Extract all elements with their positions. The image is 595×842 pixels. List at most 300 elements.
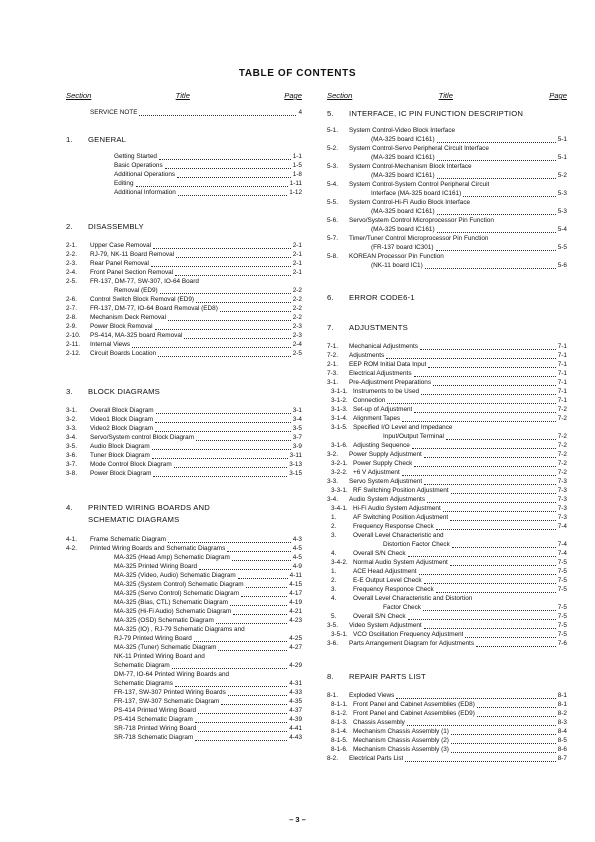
entry-title: MA-325 (IO) , RJ-79 Schematic Diagrams and (114, 626, 245, 633)
toc-entry[interactable] (327, 235, 567, 244)
entry-number: 2-1. (66, 242, 78, 249)
entry-number: 8-1. (327, 692, 339, 699)
entry-number: 3-1-5. (331, 424, 348, 431)
page-title: TABLE OF CONTENTS (238, 68, 357, 79)
entry-title: System Control-Mechanism Block Interface (349, 163, 472, 170)
toc-entry[interactable] (66, 296, 302, 305)
section-heading[interactable] (66, 135, 302, 145)
section-heading[interactable] (66, 515, 302, 525)
dot-leader (158, 350, 291, 357)
entry-number: 2. (66, 222, 73, 231)
entry-number (66, 662, 114, 671)
toc-entry[interactable] (327, 199, 567, 208)
entry-number (66, 626, 114, 635)
entry-title: GENERAL (88, 135, 127, 144)
toc-entry[interactable] (327, 127, 567, 136)
entry-title: NK-11 Printed Wiring Board and (114, 653, 205, 660)
toc-entry[interactable] (327, 145, 567, 154)
entry-number (66, 581, 114, 590)
entry-title: Overall S/N Check (353, 550, 406, 557)
dot-leader (132, 341, 291, 348)
toc-entry[interactable] (66, 581, 302, 590)
entry-number (66, 716, 114, 725)
entry-title: Additional Information (114, 189, 176, 196)
entry-number: 2-6. (66, 296, 78, 303)
dot-leader (152, 443, 291, 450)
entry-title: Basic Operations (114, 162, 163, 169)
entry-page: 7-2 (557, 406, 567, 413)
dot-leader (178, 189, 287, 196)
toc-entry[interactable] (66, 470, 302, 479)
toc-entry[interactable] (66, 189, 302, 198)
toc-entry[interactable] (66, 314, 302, 323)
entry-page: 4-25 (289, 635, 302, 642)
dot-leader (246, 581, 288, 588)
dot-leader (153, 470, 287, 477)
entry-title: Front Panel and Cabinet Assemblies (ED8) (353, 701, 475, 708)
toc-entry[interactable] (66, 725, 302, 734)
section-heading[interactable] (327, 672, 567, 682)
toc-entry[interactable] (327, 613, 567, 622)
entry-number: 5-6. (327, 217, 339, 224)
entry-number (66, 171, 114, 180)
toc-entry[interactable] (327, 433, 567, 442)
entry-title: MA-325 (Servo Control) Schematic Diagram (114, 590, 240, 597)
toc-entry[interactable] (66, 608, 302, 617)
entry-page: 4-37 (289, 707, 302, 714)
entry-title: Control Switch Block Removal (ED9) (90, 296, 195, 303)
entry-number: 3-6. (327, 640, 339, 647)
entry-title: Servo/System control Block Diagram (90, 434, 195, 441)
toc-entry[interactable] (66, 716, 302, 725)
entry-page: 2-5 (292, 350, 302, 357)
toc-entry[interactable] (327, 181, 567, 190)
entry-title: FR-137, SW-307 Printed Wiring Boards (114, 689, 226, 696)
toc-entry[interactable] (327, 469, 567, 478)
toc-entry[interactable] (66, 590, 302, 599)
dot-leader (195, 734, 287, 741)
toc-entry[interactable] (66, 563, 302, 572)
toc-entry[interactable] (66, 662, 302, 671)
dot-leader (437, 154, 556, 161)
entry-page: 7-2 (557, 433, 567, 440)
toc-entry[interactable] (327, 244, 567, 253)
dot-leader (433, 379, 556, 386)
toc-entry[interactable] (66, 671, 302, 680)
entry-title: VCO Oscillation Frequency Adjustment (353, 631, 464, 638)
entry-title: PRINTED WIRING BOARDS AND (88, 503, 211, 512)
toc-entry[interactable] (327, 217, 567, 226)
toc-entry[interactable] (327, 728, 567, 737)
section-heading[interactable] (66, 503, 302, 513)
entry-title: ERROR CODE (349, 293, 404, 302)
toc-entry[interactable] (327, 523, 567, 532)
toc-entry[interactable] (327, 415, 567, 424)
toc-entry[interactable] (66, 162, 302, 171)
toc-entry[interactable] (66, 242, 302, 251)
entry-number (327, 262, 371, 271)
toc-entry[interactable] (327, 595, 567, 604)
entry-page: 5-3 (557, 190, 567, 197)
dot-leader (424, 622, 556, 629)
toc-entry[interactable] (327, 710, 567, 719)
entry-title: MA-325 Printed Wiring Board (114, 563, 198, 570)
toc-entry[interactable] (327, 692, 567, 701)
entry-number: 3-1-3. (331, 406, 348, 413)
toc-left-column (66, 91, 302, 741)
toc-entry[interactable] (327, 388, 567, 397)
entry-number: 4-1. (66, 536, 78, 543)
toc-entry[interactable] (66, 644, 302, 653)
entry-page: 4-11 (289, 572, 302, 579)
toc-entry[interactable] (327, 424, 567, 433)
entry-title: PS-414 Printed Wiring Board (114, 707, 197, 714)
toc-entry[interactable] (66, 443, 302, 452)
entry-title: KOREAN Processor Pin Function (349, 253, 444, 260)
dot-leader (450, 559, 556, 566)
entry-number (66, 707, 114, 716)
toc-entry[interactable] (66, 536, 302, 545)
entry-number (66, 653, 114, 662)
toc-entry[interactable] (66, 416, 302, 425)
toc-entry[interactable] (327, 487, 567, 496)
entry-number: 3-1-2. (331, 397, 348, 404)
entry-title: Circuit Boards Location (90, 350, 157, 357)
entry-page: 4-33 (289, 689, 302, 696)
entry-title: Additional Operations (114, 171, 176, 178)
entry-page: 7-5 (557, 604, 567, 611)
toc-entry[interactable] (327, 352, 567, 361)
toc-entry[interactable] (327, 379, 567, 388)
entry-number: 2-11. (66, 341, 81, 348)
entry-number: 3-3. (66, 425, 78, 432)
entry-title: RF Switching Position Adjustment (353, 487, 449, 494)
toc-entry[interactable] (327, 514, 567, 523)
toc-entry[interactable] (66, 251, 302, 260)
toc-entry[interactable] (66, 269, 302, 278)
section-heading[interactable] (327, 323, 567, 333)
dot-leader (175, 269, 291, 276)
toc-entry[interactable] (66, 599, 302, 608)
entry-title: Mechanism Deck Removal (90, 314, 167, 321)
entry-title: Internal Views (90, 341, 131, 348)
entry-page: 4-21 (289, 608, 302, 615)
entry-number: 2-10. (66, 332, 81, 339)
toc-entry[interactable] (66, 461, 302, 470)
page-header: Page (549, 91, 567, 100)
entry-title: Electrical Adjustments (349, 370, 412, 377)
toc-entry[interactable] (327, 253, 567, 262)
entry-title: Hi-Fi Audio System Adjustment (353, 505, 441, 512)
dot-leader (437, 136, 556, 143)
entry-title: Mechanical Adjustments (349, 343, 418, 350)
entry-number: 3-2-1. (331, 460, 348, 467)
dot-leader (436, 586, 556, 593)
entry-title: Power Supply Adjustment (349, 451, 422, 458)
entry-title: MA-325 (Bias, CTL) Schematic Diagram (114, 599, 228, 606)
entry-number: 2-4. (66, 269, 78, 276)
toc-entry[interactable] (327, 755, 567, 764)
entry-number (66, 180, 114, 189)
dot-leader (174, 461, 288, 468)
entry-page: 8-3 (557, 719, 567, 726)
dot-leader (451, 487, 556, 494)
toc-entry[interactable] (66, 680, 302, 689)
column-headers (66, 91, 302, 100)
entry-number (327, 226, 371, 235)
toc-entry[interactable] (327, 172, 567, 181)
toc-entry[interactable] (66, 626, 302, 635)
entry-title: DM-77, IO-64 Printed Wiring Boards and (114, 671, 230, 678)
entry-number: 7. (327, 323, 334, 332)
dot-leader (159, 153, 291, 160)
dot-leader (139, 109, 296, 116)
toc-entry[interactable] (66, 635, 302, 644)
entry-title: Adjustments (349, 352, 385, 359)
toc-entry[interactable] (66, 332, 302, 341)
toc-entry[interactable] (66, 305, 302, 314)
toc-entry[interactable] (327, 631, 567, 640)
toc-entry[interactable] (66, 545, 302, 554)
entry-page: 5-6 (557, 262, 567, 269)
section-heading[interactable] (66, 222, 302, 232)
toc-entry[interactable] (327, 505, 567, 514)
dot-leader (172, 662, 287, 669)
entry-page: 7-5 (557, 622, 567, 629)
entry-page: 2-2 (292, 305, 302, 312)
entry-number (66, 680, 114, 689)
entry-title: Exploded Views (349, 692, 395, 699)
entry-title: Video2 Block Diagram (90, 425, 154, 432)
toc-entry[interactable] (66, 434, 302, 443)
entry-title: MA-325 (OSD) Schematic Diagram (114, 617, 214, 624)
toc-entry[interactable] (66, 707, 302, 716)
entry-number: 5-2. (327, 145, 339, 152)
entry-title: Rear Panel Removal (90, 260, 149, 267)
entry-title: Normal Audio System Adjustment (353, 559, 448, 566)
toc-entry[interactable] (327, 397, 567, 406)
entry-number: 3-1. (327, 379, 339, 386)
toc-entry[interactable] (327, 586, 567, 595)
toc-entry[interactable] (327, 343, 567, 352)
toc-entry[interactable] (66, 554, 302, 563)
toc-entry[interactable] (327, 541, 567, 550)
entry-title: RJ-79 Printed Wiring Board (114, 635, 192, 642)
dot-leader (423, 604, 556, 611)
entry-title: Overall Block Diagram (90, 407, 154, 414)
entry-number: 5-7. (327, 235, 339, 242)
dot-leader (424, 577, 556, 584)
dot-leader (414, 460, 555, 467)
dot-leader (230, 599, 287, 606)
toc-entry[interactable] (327, 622, 567, 631)
entry-number: 8-1-4. (331, 728, 348, 735)
entry-page: 8-6 (557, 746, 567, 753)
dot-leader (465, 631, 555, 638)
entry-number (327, 208, 371, 217)
entry-number: 7-2. (327, 352, 339, 359)
entry-title: Audio System Adjustments (349, 496, 426, 503)
entry-page: 4 (298, 109, 302, 116)
entry-page: 2-3 (292, 323, 302, 330)
entry-page: 7-3 (557, 505, 567, 512)
entry-number: 4. (66, 503, 73, 512)
entry-page: 7-1 (557, 397, 567, 404)
toc-entry[interactable] (327, 262, 567, 271)
toc-entry[interactable] (327, 568, 567, 577)
entry-page: 7-3 (557, 496, 567, 503)
toc-entry[interactable] (66, 287, 302, 296)
toc-entry[interactable] (327, 406, 567, 415)
toc-entry[interactable] (66, 425, 302, 434)
entry-title: Instruments to be Used (353, 388, 420, 395)
toc-entry[interactable] (327, 532, 567, 541)
toc-entry[interactable] (66, 653, 302, 662)
toc-entry[interactable] (327, 478, 567, 487)
entry-page: 3-13 (289, 461, 302, 468)
toc-entry[interactable] (327, 451, 567, 460)
entry-title: Power Supply Check (353, 460, 413, 467)
entry-number (327, 541, 383, 550)
toc-entry[interactable] (327, 370, 567, 379)
dot-leader (165, 162, 291, 169)
toc-entry[interactable] (327, 460, 567, 469)
entry-title: Interface (MA-325 board IC161) (371, 190, 462, 197)
section-header: Section (66, 91, 92, 100)
toc-entry[interactable] (66, 698, 302, 707)
section-heading[interactable] (327, 109, 567, 119)
entry-number: 3-5-1. (331, 631, 348, 638)
dot-leader (408, 613, 556, 620)
toc-entry[interactable] (327, 577, 567, 586)
entry-page: 5-3 (557, 208, 567, 215)
toc-entry[interactable] (327, 719, 567, 728)
toc-entry[interactable] (327, 737, 567, 746)
section-heading[interactable] (327, 293, 567, 303)
toc-entry[interactable] (327, 163, 567, 172)
entry-number: 1. (66, 135, 73, 144)
toc-entry[interactable] (66, 572, 302, 581)
entry-number: 1. (331, 568, 337, 575)
entry-page: 7-1 (557, 370, 567, 377)
toc-entry[interactable] (327, 442, 567, 451)
entry-page: 4-19 (289, 599, 302, 606)
entry-title: Overall S/N Check (353, 613, 406, 620)
toc-entry[interactable] (66, 734, 302, 743)
toc-entry[interactable] (327, 559, 567, 568)
section-heading[interactable] (66, 387, 302, 397)
toc-entry[interactable] (66, 452, 302, 461)
dot-leader (419, 568, 556, 575)
toc-entry[interactable] (66, 323, 302, 332)
entry-title: Schematic Diagrams (114, 680, 173, 687)
entry-page: 5-1 (557, 154, 567, 161)
toc-entry[interactable] (327, 154, 567, 163)
dot-leader (196, 296, 291, 303)
toc-entry[interactable] (327, 550, 567, 559)
toc-entry[interactable] (66, 153, 302, 162)
toc-entry[interactable] (327, 226, 567, 235)
entry-number: 3-1-1. (331, 388, 348, 395)
toc-entry[interactable] (327, 136, 567, 145)
toc-entry[interactable] (66, 260, 302, 269)
dot-leader (476, 640, 556, 647)
entry-title: Overall Level Characteristic and (353, 532, 444, 539)
dot-leader (152, 452, 288, 459)
toc-entry[interactable] (66, 180, 302, 189)
entry-title: Power Block Removal (90, 323, 153, 330)
entry-page: 2-4 (292, 341, 302, 348)
entry-number (66, 189, 114, 198)
entry-page: 3-4 (292, 416, 302, 423)
entry-title: MA-325 (System Control) Schematic Diagram (114, 581, 244, 588)
toc-entry[interactable] (327, 208, 567, 217)
entry-page: 2-1 (292, 269, 302, 276)
entry-title: SR-718 Schematic Diagram (114, 734, 194, 741)
dot-leader (155, 416, 291, 423)
page-header: Page (284, 91, 302, 100)
entry-title: SERVICE NOTE (90, 109, 138, 116)
entry-number: 6. (327, 293, 334, 302)
entry-number (66, 563, 114, 572)
entry-page: 7-2 (557, 451, 567, 458)
title-header: Title (175, 91, 190, 100)
dot-leader (199, 563, 291, 570)
entry-number (66, 617, 114, 626)
toc-entry[interactable] (327, 640, 567, 649)
entry-page: 4-3 (292, 536, 302, 543)
toc-entry[interactable] (66, 689, 302, 698)
entry-number: 3. (66, 387, 73, 396)
entry-number: 3-4-2. (331, 559, 348, 566)
entry-number: 7-1. (327, 343, 339, 350)
toc-entry[interactable] (327, 701, 567, 710)
entry-page: 7-5 (557, 559, 567, 566)
toc-entry[interactable] (327, 496, 567, 505)
toc-entry[interactable] (66, 171, 302, 180)
toc-entry[interactable] (66, 278, 302, 287)
entry-title: E-E Output Level Check (353, 577, 422, 584)
entry-page: 7-4 (557, 550, 567, 557)
entry-page: 8-1 (557, 701, 567, 708)
entry-number: 2-7. (66, 305, 78, 312)
dot-leader (196, 434, 291, 441)
toc-entry[interactable] (327, 361, 567, 370)
entry-number: 3-4. (66, 434, 78, 441)
entry-title: EEP ROM Initial Data Input (349, 361, 427, 368)
toc-entry[interactable] (66, 617, 302, 626)
toc-entry[interactable] (66, 407, 302, 416)
entry-title: Connection (353, 397, 386, 404)
dot-leader (407, 719, 556, 726)
toc-entry[interactable] (327, 190, 567, 199)
entry-title: REPAIR PARTS LIST (349, 672, 426, 681)
toc-entry[interactable] (327, 604, 567, 613)
entry-number: 8-1-3. (331, 719, 348, 726)
entry-page: 1-11 (289, 180, 302, 187)
entry-page: 4-17 (289, 590, 302, 597)
entry-number (66, 644, 114, 653)
toc-entry[interactable] (66, 341, 302, 350)
entry-number (66, 109, 90, 118)
entry-page: 1-12 (289, 189, 302, 196)
toc-entry[interactable] (66, 109, 302, 118)
toc-entry[interactable] (66, 350, 302, 359)
entry-title: Frequency Response Check (353, 523, 434, 530)
dot-leader (151, 260, 291, 267)
toc-entry[interactable] (327, 746, 567, 755)
entry-number: 4. (331, 550, 337, 557)
